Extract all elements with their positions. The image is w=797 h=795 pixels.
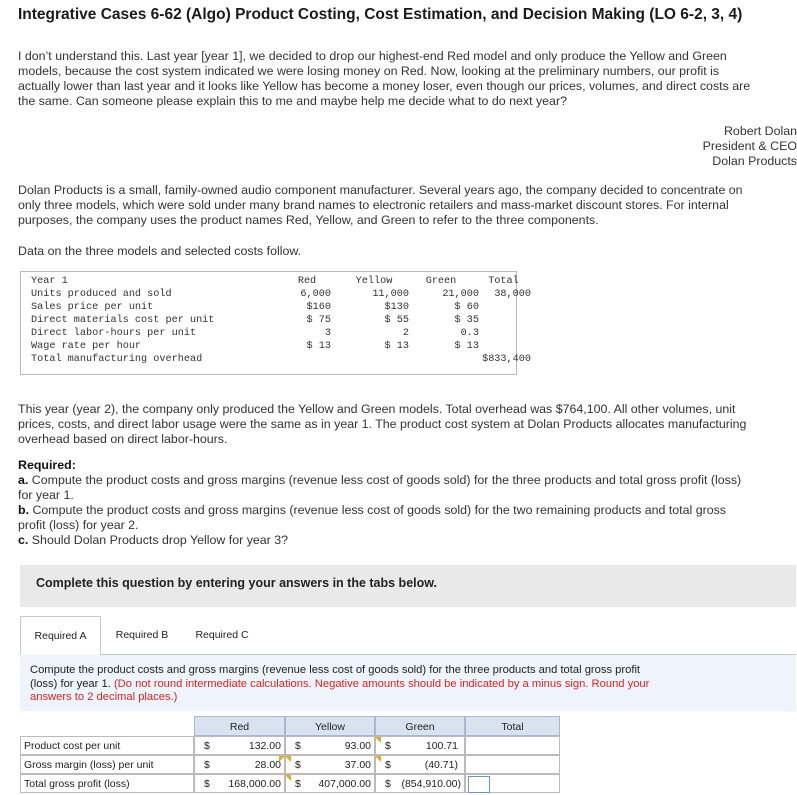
complete-prompt: Complete this question by entering your answers in the tabs below. [36, 576, 437, 590]
cell-yellow [285, 774, 375, 793]
year2-line: prices, costs, and direct labor usage were the same as in year 1. The product cost system at Dolan Products allocates manufacturing [18, 417, 747, 431]
answer-header-red: Red [194, 716, 285, 736]
data-row-label: Direct labor-hours per unit [31, 328, 197, 339]
required-a-text: Compute the product costs and gross margins (revenue less cost of goods sold) for the three products and total gross profit (loss) [28, 473, 742, 487]
answer-yellow-gross[interactable]: 407,000.00 [318, 778, 371, 790]
data-cell-yellow: $ 55 [384, 315, 409, 326]
required-b [18, 503, 793, 518]
intro-line: models, because the cost system indicated we were losing money on Red. Now, looking at the preliminary numbers, our profit is [18, 64, 720, 78]
intro-line: the same. Can someone please explain this to me and maybe help me decide what to do next year? [18, 94, 567, 108]
data-cell-yellow: 11,000 [372, 289, 409, 300]
cell-red [194, 774, 285, 793]
required-a-prefix: a. [18, 473, 29, 487]
data-header-total: Total [488, 276, 519, 287]
row-label: Total gross profit (loss) [20, 774, 194, 793]
answer-green-cost[interactable]: 100.71 [425, 740, 458, 752]
answer-header-blank [20, 716, 194, 736]
data-cell-total: $833,400 [482, 354, 531, 365]
year2-line: This year (year 2), the company only produced the Yellow and Green models. Total overhead was $764,100. All other volumes, unit [18, 402, 736, 416]
data-cell-green: 21,000 [442, 289, 479, 300]
year2-paragraph [18, 402, 793, 447]
instruction-text [30, 664, 730, 705]
row-label: Gross margin (loss) per unit [20, 755, 194, 774]
tab-required-a[interactable]: Required A [20, 616, 101, 654]
cell-total [465, 774, 560, 793]
currency-sign: $ [385, 740, 391, 752]
data-cell-red: 3 [324, 328, 331, 339]
instruction-note: (Do not round intermediate calculations. Negative amounts should be indicated by a minus sign. Round your [113, 677, 650, 690]
cell-green [375, 755, 465, 774]
data-row [21, 353, 531, 366]
data-cell-green: $ 35 [454, 315, 479, 326]
answer-red-margin[interactable]: 28.00 [254, 759, 281, 771]
data-intro: Data on the three models and selected costs follow. [18, 244, 302, 258]
signature-name: Robert Dolan [723, 124, 797, 138]
data-row [21, 314, 516, 327]
data-cell-green: $ 13 [454, 341, 479, 352]
answer-yellow-cost[interactable]: 93.00 [344, 740, 371, 752]
currency-sign: $ [385, 778, 391, 790]
data-cell-yellow: $ 13 [384, 341, 409, 352]
data-row [21, 301, 516, 314]
required-c-text: Should Dolan Products drop Yellow for year 3? [28, 533, 289, 547]
data-header-label: Year 1 [31, 276, 68, 287]
answer-red-cost[interactable]: 132.00 [248, 740, 281, 752]
instruction-box [20, 655, 796, 711]
required-a-cont: for year 1. [18, 488, 74, 502]
data-cell-red: $160 [306, 302, 331, 313]
table-row [20, 736, 560, 755]
cell-green [375, 736, 465, 755]
currency-sign: $ [385, 759, 391, 771]
answer-yellow-margin[interactable]: 37.00 [344, 759, 371, 771]
required-c-prefix: c. [18, 533, 29, 547]
page-title: Integrative Cases 6-62 (Algo) Product Costing, Cost Estimation, and Decision Making (LO 6-2, 3, 4) [18, 6, 743, 23]
data-row [21, 340, 516, 353]
currency-sign: $ [295, 759, 301, 771]
required-c [18, 533, 793, 548]
answer-total-gross-input[interactable] [468, 776, 490, 793]
cell-yellow [285, 736, 375, 755]
table-row [20, 755, 560, 774]
data-cell-yellow: $130 [384, 302, 409, 313]
background-paragraph [18, 183, 793, 228]
tab-required-c[interactable]: Required C [186, 616, 258, 654]
answer-green-gross[interactable]: (854,910.00) [401, 778, 461, 790]
instruction-line [30, 678, 730, 692]
cell-total [465, 736, 560, 755]
instruction-note-cont: answers to 2 decimal places.) [30, 691, 178, 703]
currency-sign: $ [204, 740, 210, 752]
required-b-prefix: b. [18, 503, 30, 517]
tab-required-b[interactable]: Required B [106, 616, 178, 654]
answer-green-margin[interactable]: (40.71) [424, 759, 458, 771]
row-label: Product cost per unit [20, 736, 194, 755]
data-header-row [21, 275, 519, 288]
data-header-yellow: Yellow [355, 276, 393, 287]
required-heading: Required: [18, 458, 76, 472]
instruction-main-cont: (loss) for year 1. [30, 677, 114, 690]
answer-header-yellow: Yellow [285, 716, 375, 736]
table-row [20, 774, 560, 793]
answer-red-gross[interactable]: 168,000.00 [228, 778, 281, 790]
cell-yellow [285, 755, 375, 774]
required-b-text: Compute the product costs and gross margins (revenue less cost of goods sold) for the two remaining products and total gross [29, 503, 727, 517]
intro-line: I don’t understand this. Last year [year 1], we decided to drop our highest-end Red model and only produce the Yellow and Green [18, 49, 727, 63]
data-cell-green: 0.3 [460, 328, 479, 339]
data-cell-red: $ 13 [306, 341, 331, 352]
cost-data-table [20, 271, 531, 375]
background-line: only three models, which were sold under many brand names to electronic retailers and mass-market discount stores. For internal [18, 198, 729, 212]
currency-sign: $ [204, 778, 210, 790]
data-row-label: Sales price per unit [31, 302, 154, 313]
signature-role: President & CEO [702, 139, 797, 153]
cell-total [465, 755, 560, 774]
currency-sign: $ [295, 740, 301, 752]
background-line: Dolan Products is a small, family-owned audio component manufacturer. Several years ago, the company decided to concentrate on [18, 183, 743, 197]
currency-sign: $ [204, 759, 210, 771]
data-cell-red: $ 75 [306, 315, 331, 326]
answer-header-green: Green [375, 716, 465, 736]
instruction-line: Compute the product costs and gross margins (revenue less cost of goods sold) for the three products and total gross profit [30, 664, 641, 676]
data-row-label: Total manufacturing overhead [31, 354, 203, 365]
required-section [18, 458, 793, 548]
edited-flag-icon [285, 775, 291, 781]
data-header-red: Red [297, 276, 317, 287]
edited-flag-icon [375, 737, 381, 743]
required-a [18, 473, 793, 488]
data-row-label: Units produced and sold [31, 289, 172, 300]
data-row-label: Wage rate per hour [31, 341, 142, 352]
cell-red [194, 755, 285, 774]
intro-paragraph [18, 49, 793, 109]
data-cell-yellow: 2 [402, 328, 409, 339]
data-cell-total: 38,000 [494, 289, 531, 300]
signature-block [657, 124, 797, 169]
background-line: purposes, the company uses the product names Red, Yellow, and Green to refer to the three components. [18, 213, 599, 227]
signature-company: Dolan Products [712, 154, 797, 168]
required-b-cont: profit (loss) for year 2. [18, 518, 139, 532]
answer-header-total: Total [465, 716, 560, 736]
edited-flag-icon [285, 756, 291, 762]
data-row-label: Direct materials cost per unit [31, 315, 215, 326]
complete-prompt-box [20, 565, 796, 607]
cell-green [375, 774, 465, 793]
intro-line: actually lower than last year and it looks like Yellow has become a money loser, even though our prices, volumes, and direct costs are [18, 79, 751, 93]
currency-sign: $ [295, 778, 301, 790]
data-row [21, 288, 531, 301]
data-header-green: Green [425, 276, 457, 287]
data-cell-green: $ 60 [454, 302, 479, 313]
data-row [21, 327, 516, 340]
cell-red [194, 736, 285, 755]
year2-line: overhead based on direct labor-hours. [18, 432, 228, 446]
data-cell-red: 6,000 [300, 289, 331, 300]
edited-flag-icon [375, 756, 381, 762]
